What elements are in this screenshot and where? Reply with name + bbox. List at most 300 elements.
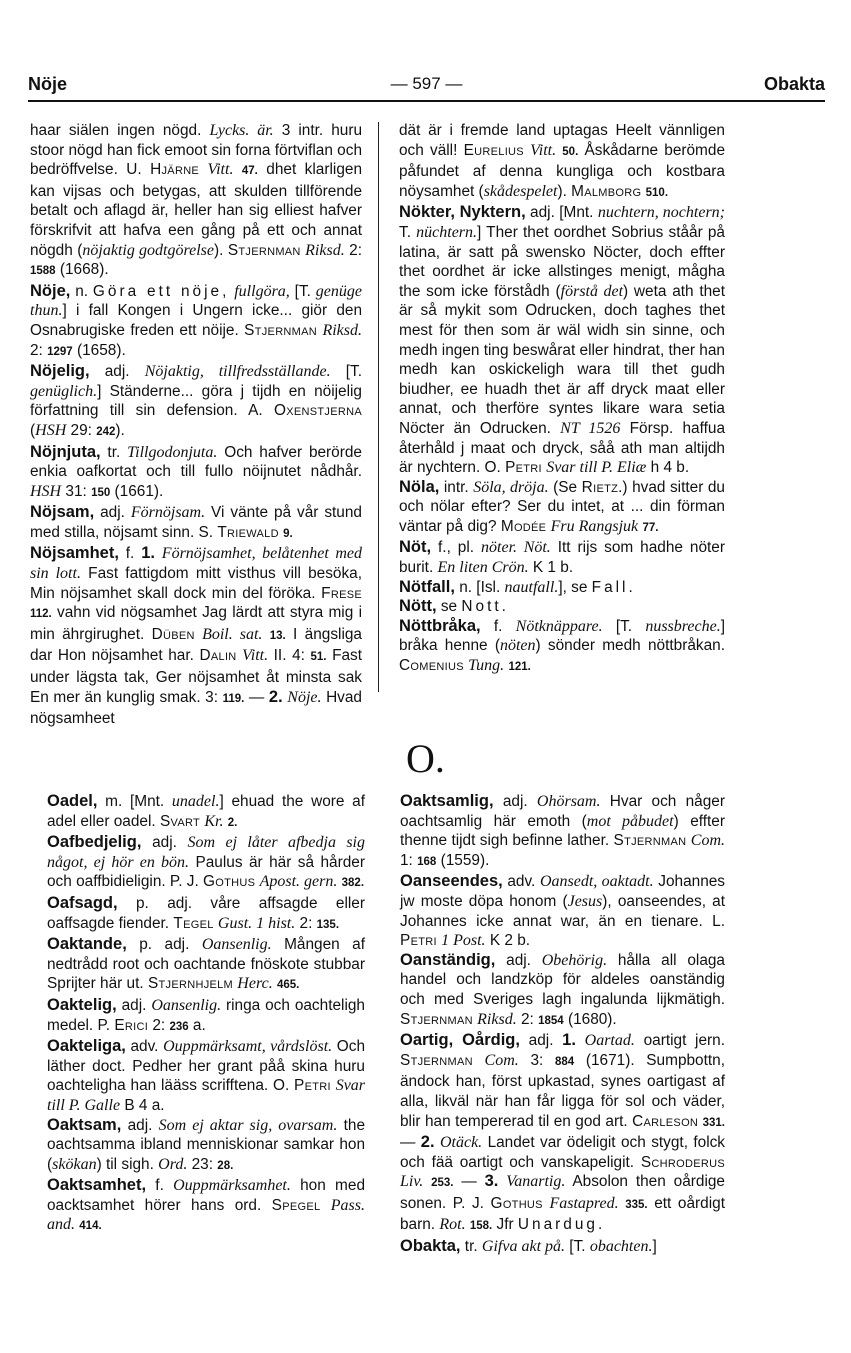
headword: Oaktsamlig, [400, 792, 494, 810]
entry-text: 3: [518, 1051, 555, 1069]
dictionary-entry [400, 951, 725, 1031]
dictionary-entry [47, 1116, 365, 1177]
headword: Nöje, [30, 281, 71, 300]
entry-text: nöjaktig godtgörelse [82, 241, 214, 259]
entry-text: Riksd. [477, 1010, 517, 1028]
entry-text: [T. [565, 1238, 590, 1256]
entry-text: Hvad nögsamheet [30, 688, 362, 728]
headword: 1. [141, 544, 155, 563]
entry-text: Petri [505, 459, 542, 477]
dictionary-entry [399, 597, 725, 617]
entry-text: Comenius [399, 657, 464, 675]
entry-text: 2: [30, 341, 48, 359]
entry-text: .) hvad sitter du och nölar efter? Ser du intet, at ... din förman väntar på dig? [399, 478, 725, 535]
headword: Oadel, [47, 792, 98, 810]
header-rule [28, 100, 825, 102]
entry-text: ], se [558, 578, 592, 596]
entry-text: adj. [121, 1116, 159, 1134]
headword: Nöla, [399, 477, 440, 496]
entry-text: (1658). [72, 341, 126, 359]
entry-text: Rietz [581, 478, 619, 496]
entry-text: ett oårdigt barn. [400, 1194, 725, 1234]
entry-text: obachten. [589, 1238, 653, 1256]
entry-text: Johannes jw moste döpa honom ( [400, 873, 726, 910]
entry-text: 1854 [538, 1014, 564, 1027]
entry-text: 242 [96, 425, 116, 438]
headword: Nöjsam, [30, 503, 95, 522]
entry-text: se [436, 598, 462, 616]
entry-text: Vitt. [207, 161, 234, 179]
entry-text: intr. [439, 478, 474, 496]
entry-text: 3 intr. huru stoor nögd han fick emoot sin forna förtviflan och bedröffvelse. U. [30, 122, 363, 179]
entry-text: Nöjaktig, tillfredsställande. [144, 363, 331, 381]
entry-text: 253. [431, 1177, 454, 1190]
entry-text: Fall. [591, 578, 636, 596]
entry-text [576, 1032, 585, 1049]
entry-text: Försp. haffua återhåld j maat och dryck, såå ath man altijdh är nychtern. O. [399, 419, 726, 477]
entry-text: Förnöjsamhet, belåtenhet med sin lott. [30, 545, 362, 583]
entry-text: Obehörig. [541, 951, 608, 969]
entry-text: ) til sigh. [96, 1155, 159, 1173]
entry-text: ( [30, 421, 36, 439]
dictionary-entry [30, 443, 362, 504]
dictionary-entry [400, 1031, 725, 1237]
entry-text: h 4 b. [646, 459, 690, 477]
entry-text: nuchtern, nochtern; [597, 204, 726, 222]
dictionary-entry [400, 872, 725, 950]
entry-text: adj. [493, 793, 537, 810]
entry-text: Triewald [217, 523, 279, 541]
entry-text: mot påbudet [586, 812, 674, 830]
entry-text: Stjernman [244, 321, 318, 339]
entry-text: Dalin [199, 647, 237, 665]
headword: 1. [562, 1031, 576, 1050]
entry-text: Itt rijs som hadhe nöter burit. [399, 539, 725, 577]
entry-text: Kr. [204, 812, 224, 830]
entry-text: Nöje. [287, 688, 322, 706]
headword: Nöjelig, [30, 362, 90, 381]
entry-text: Boil. sat. [202, 625, 263, 643]
dictionary-entry [30, 503, 362, 544]
entry-text: Gothus [203, 873, 256, 891]
entry-text: ] bråka henne ( [399, 617, 725, 655]
entry-text: n. [70, 282, 93, 300]
entry-text: unadel. [171, 793, 220, 810]
entry-text: Oxenstjerna [273, 402, 362, 420]
entry-text: Hjärne [150, 161, 200, 179]
running-header [28, 74, 825, 100]
headword: Oaktande, [47, 935, 127, 954]
dictionary-entry [399, 203, 725, 477]
entry-text: Oansedt, oaktadt. [539, 873, 654, 891]
dictionary-entry [400, 792, 725, 872]
entry-text: genüglich. [30, 382, 98, 400]
entry-text: Ouppmärksamt, vårdslöst. [163, 1038, 333, 1056]
entry-text: Fastapred. [549, 1194, 619, 1212]
entry-text: 23: [187, 1155, 218, 1173]
entry-text: skökan [52, 1155, 97, 1173]
headword: Oaktsam, [47, 1115, 122, 1134]
entry-text: 150 [91, 486, 111, 499]
headword: Oanständig, [400, 950, 496, 969]
headword: Obakta, [400, 1237, 461, 1256]
section-letter: O. [406, 736, 445, 781]
entry-text: Som ej låter afbedja sig något, ej hör en bön. [47, 834, 365, 871]
entry-text: Stjernman [227, 241, 301, 259]
entry-text: 135. [316, 918, 340, 931]
dictionary-entry [30, 282, 362, 362]
entry-text: ), oanseendes, at Johannes icke annat war, än en tienare. L. [400, 892, 725, 930]
entry-text: I ängsliga dar Hon nöjsamhet har. [30, 625, 362, 665]
dictionary-entry [30, 544, 362, 728]
entry-text: ) weta ath thet är så mykit som Odrucken, doch taghes thet mest för then som är wäl widh sin sinne, och medh ingen ting beswårat eller hindrat, ther han medh kan oskickeligh wara till thet gudh biudher, ee huadh thet är aff dryck maat eller annat, och therföre syntes likare wara setia Nöcter än Odrucken. [399, 282, 726, 437]
entry-text: ] i fall Kongen i Ungern icke... giör den Osnabrugiske freden ett nöije. [30, 302, 362, 339]
entry-text: Jesus [567, 892, 603, 910]
entry-text: 510. [645, 186, 669, 199]
entry-text: Svart [159, 812, 201, 830]
entry-text: Otäck. [439, 1134, 483, 1152]
entry-text: nüchtern. [416, 223, 478, 241]
entry-text: 1 Post. [441, 932, 486, 950]
headword: Nöjsamhet, [30, 544, 119, 563]
entry-text: Com. [690, 832, 725, 850]
entry-text: — [244, 688, 269, 706]
entry-text: ] Ther thet oordhet Sobrius ståår på latina, är satt på swensko Nöcter, doch effter thet oordhet är icke allstinges menigt, mågha the som icke förstådh ( [399, 223, 725, 300]
column-bottom-left [47, 792, 365, 1237]
entry-text: ) effter thenne tijdt sigh befinne lather. [400, 812, 725, 850]
entry-text: hålla all olaga handel och landzköp för aldeles oanständig och med Sveriges lagh ingalunda lijkmätigh. [400, 951, 725, 1008]
entry-text: 236 [169, 1020, 189, 1033]
entry-text: Gifva akt på. [481, 1238, 566, 1256]
entry-text: — [400, 1134, 421, 1152]
entry-text: Oartad. [584, 1032, 635, 1050]
entry-text: 2: [344, 241, 362, 259]
entry-text: Paulus är här så hårder och oaffbidieligin. P. J. [47, 853, 365, 891]
entry-text: adj. [495, 951, 542, 969]
entry-text: 382. [341, 877, 365, 890]
entry-text: K 2 b. [485, 932, 531, 950]
entry-text: ). [213, 241, 228, 259]
entry-text: [T. [602, 617, 646, 635]
entry-text: 2: [148, 1016, 170, 1034]
entry-text: Apost. gern. [259, 873, 338, 891]
entry-text: ringa och oachteligh medel. P. [47, 996, 365, 1034]
entry-text: 29: [66, 421, 97, 439]
headword: 2. [268, 687, 283, 706]
entry-text: HSH [30, 482, 62, 500]
entry-text: adj. [519, 1032, 563, 1050]
column-divider [378, 122, 379, 692]
entry-text: Stjernman [613, 832, 687, 850]
entry-text: p. adj. [126, 936, 202, 954]
entry-text: NT 1526 [560, 419, 621, 437]
entry-text: 2: [295, 914, 317, 932]
dictionary-entry [399, 478, 725, 539]
headword: Nökter, Nyktern, [399, 203, 526, 222]
entry-text: Oansenlig. [151, 996, 222, 1014]
dictionary-entry [399, 617, 725, 678]
headword: Oaktelig, [47, 995, 117, 1014]
dictionary-entry [399, 121, 725, 203]
column-top-right [399, 121, 725, 678]
entry-text: vahn vid nögsamhet Jag lärdt att styra mig i min ährgirughet. [30, 604, 362, 643]
entry-text: (1661). [110, 482, 164, 500]
entry-text: 9. [283, 527, 293, 540]
entry-text: Hvar och någer oachtsamlig här emoth ( [400, 793, 725, 830]
dictionary-entry [399, 578, 725, 598]
entry-text [195, 626, 202, 643]
entry-text: Spegel [271, 1196, 321, 1214]
headword: Oanseendes, [400, 872, 503, 891]
entry-text: (1671). Sumpbottn, ändock han, först upkastad, synes oartigast af alla, likväl när han får ligga för sol och väder, blir han tempererad til en god art. [400, 1051, 726, 1130]
entry-text: Carleson [632, 1112, 699, 1130]
dictionary-entry [47, 1176, 365, 1237]
headword: Nötfall, [399, 577, 455, 596]
entry-text: 331. [702, 1116, 725, 1129]
entry-text: Jfr [492, 1216, 518, 1234]
entry-text: ] ehuad the wore af adel eller oadel. [47, 793, 365, 830]
entry-text: Riksd. [305, 241, 345, 259]
entry-text: II. 4: [268, 647, 311, 665]
entry-text: f., pl. [431, 539, 482, 557]
headword: Oafbedjelig, [47, 833, 142, 852]
entry-text: (1668). [55, 261, 109, 279]
entry-text: [T. [289, 282, 316, 300]
dictionary-entry [47, 935, 365, 996]
entry-text: p. adj. våre affsagde eller oaffsagde fiender. [47, 894, 365, 932]
dictionary-entry [47, 833, 365, 894]
entry-text: adj. [Mnt. [525, 204, 598, 222]
entry-text: [T. [330, 363, 362, 381]
entry-text: Vitt. [242, 647, 269, 665]
dictionary-entry [47, 792, 365, 833]
entry-text: oartigt jern. [634, 1032, 725, 1050]
entry-text: ) sönder medh nöttbråkan. [535, 637, 725, 655]
entry-text: nöten [499, 637, 536, 655]
entry-text: Pass. and. [47, 1196, 365, 1234]
entry-text: 2. [227, 816, 238, 829]
entry-text: Eurelius [463, 141, 524, 159]
entry-text: Förnöjsam. [130, 504, 206, 522]
entry-text: 50. [562, 145, 579, 158]
entry-text: förstå det [560, 282, 624, 300]
headword: Nöjnjuta, [30, 442, 101, 461]
entry-text: ). [115, 421, 125, 439]
headword: Oaktsamhet, [47, 1176, 147, 1195]
entry-text: Stjernman [400, 1010, 473, 1028]
entry-text: adj. [116, 996, 152, 1014]
entry-text: Gothus [490, 1194, 543, 1212]
entry-text: Petri [294, 1077, 331, 1095]
entry-text: 13. [269, 629, 286, 642]
entry-text: 884 [554, 1055, 575, 1068]
entry-text: Åskådarne berömde påfundet af denna kungliga och kostbara nöysamhet ( [399, 141, 725, 200]
entry-text: Svar till P. Galle [47, 1077, 366, 1114]
entry-text: n. [Isl. [454, 578, 505, 596]
dictionary-entry [47, 1037, 365, 1115]
entry-text [233, 161, 241, 178]
entry-text: Fast under lägsta tak, Ger nöjsamhet åt minsta sak En mer än kunglig smak. 3: [30, 647, 362, 706]
entry-text: adj. [94, 504, 131, 522]
entry-text: Malmborg [571, 182, 642, 200]
entry-text: ] Ständerne... göra j tijdh en nöijelig författning till sin defension. A. [30, 382, 362, 420]
entry-text: dhet klarligen kan vijsas och betygas, att skulden tillförende betalt och aflagd är, heller han sig elliest hafver förskrifvit att hafva een gång på ett och annat nögdh ( [30, 161, 363, 259]
entry-text: tr. [460, 1238, 482, 1256]
headword: Nött, [399, 597, 437, 616]
entry-text: 1: [400, 851, 418, 869]
header-right-catchword: Obakta [763, 74, 825, 94]
entry-text: nussbreche. [645, 617, 721, 635]
entry-text: Tung. [468, 657, 505, 675]
entry-text: ). [557, 182, 572, 200]
entry-text: Riksd. [322, 321, 362, 339]
entry-text [320, 1197, 330, 1214]
entry-text: dät är i fremde land uptagas Heelt vännligen och väll! [399, 122, 725, 159]
entry-text: Göra ett nöje, [92, 282, 230, 300]
entry-text: ] [652, 1238, 657, 1256]
entry-text: B 4 a. [120, 1096, 165, 1114]
entry-text: m. [Mnt. [97, 793, 172, 810]
entry-text: Absolon then oårdige sonen. P. J. [400, 1173, 725, 1212]
headword: Oakteliga, [47, 1037, 126, 1056]
dictionary-entry [400, 1237, 725, 1257]
entry-text: the oachtsamma ibland menniskionar samkar hon ( [47, 1116, 365, 1173]
dictionary-entry [30, 121, 362, 282]
entry-text: Gust. 1 hist. [217, 914, 296, 932]
dictionary-entry [399, 538, 725, 577]
entry-text: 47. [241, 165, 258, 178]
dictionary-entry [47, 996, 365, 1037]
headword: Oartig, Oårdig, [400, 1031, 520, 1050]
entry-text: adj. [89, 363, 145, 381]
entry-text: Vitt. [530, 141, 557, 159]
entry-text: (1559). [436, 851, 490, 869]
entry-text: Rot. [439, 1216, 466, 1234]
entry-text: 158. [469, 1220, 493, 1233]
entry-text: genüge thun. [30, 282, 362, 320]
column-top-left [30, 121, 362, 729]
headword: Nöt, [399, 538, 432, 557]
entry-text: 112. [30, 608, 52, 621]
entry-text: 1588 [30, 265, 56, 278]
entry-text: 119. [222, 692, 245, 705]
entry-text: Erici [114, 1016, 149, 1034]
entry-text: T. [399, 223, 417, 241]
headword: Nöttbråka, [399, 616, 481, 635]
entry-text [262, 626, 269, 643]
entry-text: K 1 b. [528, 559, 574, 577]
entry-text [155, 545, 162, 562]
entry-text: En liten Crön. [437, 559, 529, 577]
entry-text: Stjernman [400, 1051, 473, 1069]
entry-text: Liv. [400, 1173, 424, 1191]
column-bottom-right [400, 792, 725, 1257]
entry-text: 335. [625, 1198, 648, 1211]
entry-text: Vi vänte på vår stund med stilla, nöjsamt sinn. S. [30, 504, 362, 541]
entry-text: Petri [400, 932, 437, 950]
entry-text: 414. [79, 1220, 102, 1233]
entry-text [199, 161, 207, 178]
entry-text: (Se [548, 478, 582, 496]
entry-text: f. [118, 545, 142, 563]
page-number: — 597 — [390, 74, 463, 93]
entry-text: Fru Rangsjuk [550, 517, 639, 535]
entry-text: Landet var ödeligit och stygt, folck och fää oartigt och vanskapeligit. [400, 1134, 726, 1171]
entry-text: Herc. [237, 975, 273, 993]
entry-text [473, 1052, 485, 1069]
headword: 2. [420, 1133, 435, 1152]
headword: 3. [484, 1172, 499, 1191]
entry-text: — [453, 1173, 485, 1191]
entry-text: Oansenlig. [201, 936, 272, 954]
entry-text: a. [188, 1016, 206, 1034]
entry-text: adj. [141, 834, 188, 852]
entry-text: adv. [502, 873, 540, 891]
entry-text: Och läther doct. Pedher her grant påå skina huru oachteligha han lääss scrifftena. O. [47, 1038, 365, 1095]
entry-text: Düben [151, 625, 195, 643]
entry-text: Nötknäppare. [515, 617, 603, 635]
entry-text: nöter. Nöt. [481, 539, 551, 557]
entry-text: Lycks. är. [209, 122, 274, 139]
entry-text: f. [146, 1177, 174, 1195]
entry-text: 168 [417, 855, 437, 868]
entry-text: Nott. [461, 598, 509, 616]
entry-text: haar siälen ingen nögd. [30, 122, 210, 139]
entry-text: Och hafver berörde enkia oafkortat och till fullo nöijnutet nådhår. [30, 443, 362, 481]
entry-text: fullgöra, [234, 282, 290, 300]
entry-text [423, 1173, 431, 1190]
entry-text: Tegel [173, 914, 214, 932]
entry-text: Frese [321, 584, 362, 602]
entry-text: Modée [500, 517, 547, 535]
entry-text: skådespelet [483, 182, 558, 200]
headword: Oafsagd, [47, 893, 118, 912]
entry-text: Stjernhjelm [147, 975, 234, 993]
entry-text: (1680). [563, 1010, 617, 1028]
entry-text: HSH [35, 421, 67, 439]
entry-text: Som ej aktar sig, ovarsam. [158, 1116, 338, 1134]
dictionary-entry [47, 894, 365, 935]
dictionary-entry [30, 362, 362, 442]
entry-text: tr. [100, 443, 128, 461]
entry-text: Tillgodonjuta. [127, 443, 218, 461]
entry-text: hon med oacktsamhet hörer hans ord. [47, 1177, 365, 1214]
entry-text: 1297 [47, 345, 73, 358]
entry-text: Unardug. [517, 1216, 606, 1234]
entry-text: f. [480, 617, 516, 635]
entry-text: 28. [217, 1159, 234, 1172]
entry-text: nautfall. [504, 578, 559, 596]
entry-text: adv. [125, 1038, 164, 1056]
entry-text: Svar till P. Eliæ [546, 459, 647, 477]
entry-text: 121. [508, 661, 531, 674]
entry-text: 51. [310, 651, 327, 664]
entry-text: 465. [276, 979, 300, 992]
entry-text: 77. [642, 521, 659, 534]
entry-text: Söla, dröja. [473, 478, 549, 496]
entry-text: Com. [484, 1051, 519, 1069]
header-left-catchword: Nöje [28, 74, 68, 94]
entry-text: Fast fattigdom mitt visthus vill besöka, Min nöjsamhet skall dock min del föröka. [30, 565, 362, 602]
entry-text: Schroderus [640, 1153, 725, 1171]
entry-text: Ouppmärksamhet. [173, 1177, 291, 1195]
entry-text: 2: [516, 1010, 539, 1028]
entry-text: 31: [61, 482, 92, 500]
entry-text: Vanartig. [506, 1173, 566, 1191]
entry-text: Ord. [158, 1155, 188, 1173]
entry-text: Ohörsam. [536, 793, 601, 810]
entry-text: Mången af nedtrådd root och oachtande fnöskote stubbar Sprijter här ut. [47, 936, 365, 993]
